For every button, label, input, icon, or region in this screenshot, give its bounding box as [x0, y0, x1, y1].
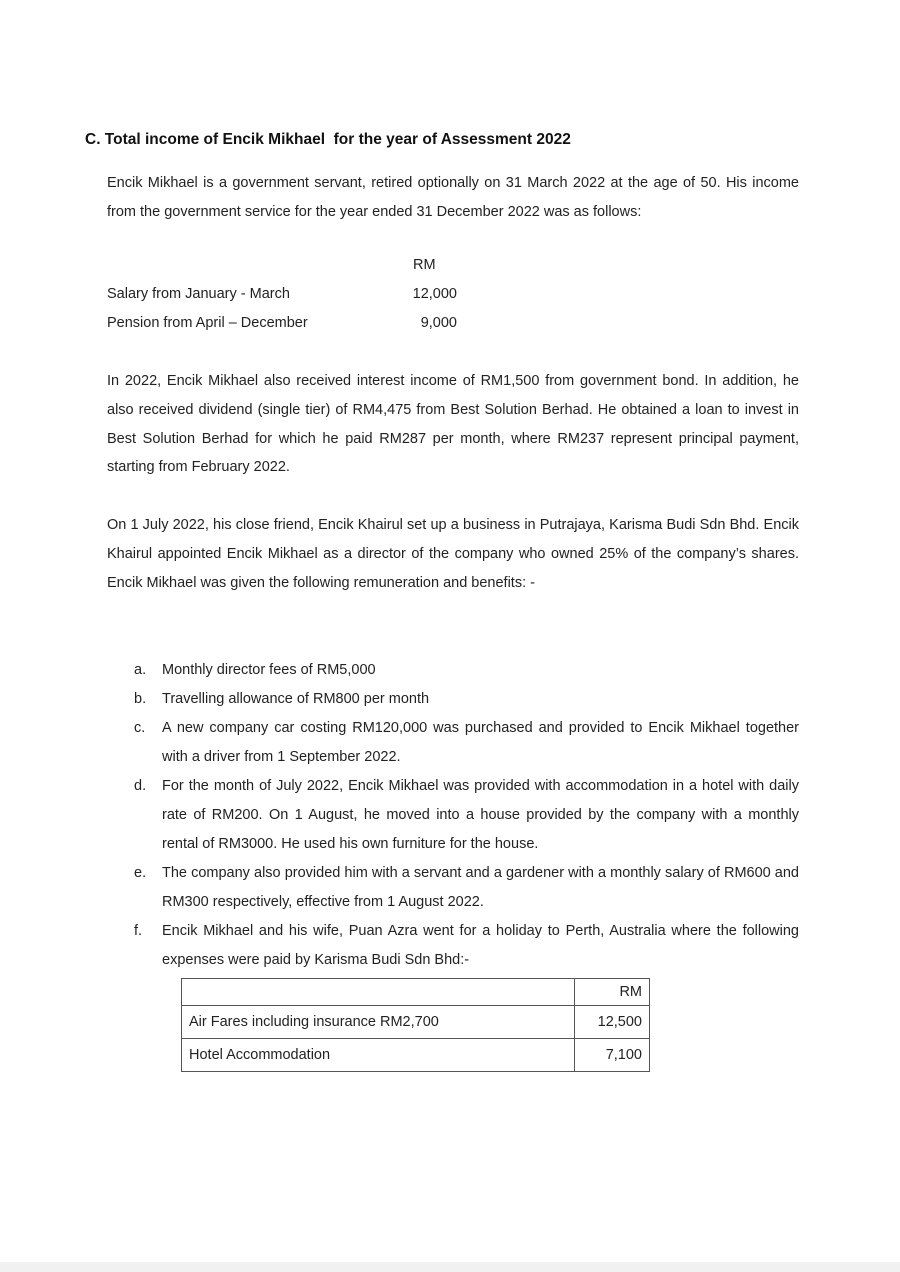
- expense-item: Air Fares including insurance RM2,700: [182, 1006, 575, 1039]
- investment-paragraph: In 2022, Encik Mikhael also received interest income of RM1,500 from government bond. In addition, he also received dividend (single tier) of RM4,475 from Best Solution Berhad. He obtained a loan to invest in Best Solution Berhad for which he paid RM287 per month, where RM237 represent principal payment, starting from February 2022.: [107, 373, 799, 476]
- list-item: [134, 656, 799, 685]
- list-item: [134, 917, 799, 975]
- expense-item: Hotel Accommodation: [182, 1039, 575, 1072]
- list-item-text: Monthly director fees of RM5,000: [162, 662, 376, 678]
- list-item: [134, 714, 799, 772]
- table-header-cell: [182, 979, 575, 1006]
- list-item: [134, 859, 799, 917]
- list-item-text: The company also provided him with a servant and a gardener with a monthly salary of RM600 and RM300 respectively, effective from 1 August 2022.: [162, 865, 799, 910]
- income-amount: 9,000: [420, 315, 457, 331]
- list-marker: a.: [134, 662, 147, 678]
- income-amount: 12,000: [412, 286, 457, 302]
- directorship-paragraph: On 1 July 2022, his close friend, Encik Khairul set up a business in Putrajaya, Karisma Budi Sdn Bhd. Encik Khairul appointed Encik Mikhael as a director of the company who owned 25% of the company’s shares. Encik Mikhael was given the following remuneration and benefits: -: [107, 517, 799, 591]
- income-label: Pension from April – December: [107, 315, 308, 331]
- income-row: [107, 315, 457, 337]
- list-item: [134, 685, 799, 714]
- list-item-text: A new company car costing RM120,000 was purchased and provided to Encik Mikhael together with a driver from 1 September 2022.: [162, 720, 799, 765]
- section-title: C. Total income of Encik Mikhael for the year of Assessment 2022: [85, 131, 571, 148]
- holiday-expense-table: [181, 978, 650, 1072]
- expense-amount: 7,100: [575, 1039, 650, 1072]
- list-marker: f.: [134, 923, 143, 939]
- income-label: Salary from January - March: [107, 286, 290, 302]
- list-item: [134, 772, 799, 859]
- list-marker: d.: [134, 778, 147, 794]
- table-row: [182, 1006, 650, 1039]
- table-row: [182, 1039, 650, 1072]
- list-item-text: For the month of July 2022, Encik Mikhael was provided with accommodation in a hotel with daily rate of RM200. On 1 August, he moved into a house provided by the company with a monthly rental of RM3000. He used his own furniture for the house.: [162, 778, 799, 852]
- list-marker: b.: [134, 691, 147, 707]
- benefits-list: [134, 656, 799, 975]
- list-marker: c.: [134, 720, 146, 736]
- table-header-currency: RM: [575, 979, 650, 1006]
- list-item-text: Encik Mikhael and his wife, Puan Azra went for a holiday to Perth, Australia where the following expenses were paid by Karisma Budi Sdn Bhd:-: [162, 923, 799, 968]
- income-currency-header: RM: [413, 257, 436, 273]
- expense-amount: 12,500: [575, 1006, 650, 1039]
- list-marker: e.: [134, 865, 147, 881]
- intro-paragraph: Encik Mikhael is a government servant, retired optionally on 31 March 2022 at the age of 50. His income from the government service for the year ended 31 December 2022 was as follows:: [107, 175, 799, 220]
- page-bottom-edge: [0, 1262, 900, 1272]
- table-header-row: [182, 979, 650, 1006]
- list-item-text: Travelling allowance of RM800 per month: [162, 691, 430, 707]
- income-row: [107, 286, 457, 308]
